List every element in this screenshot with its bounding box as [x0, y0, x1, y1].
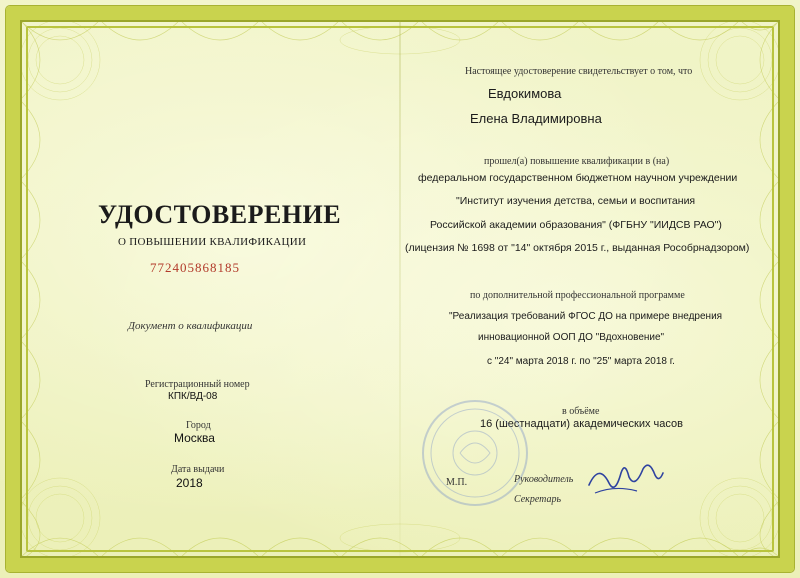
program-line-2: инновационной ООП ДО "Вдохновение": [478, 332, 665, 343]
secretary-label: Секретарь: [514, 494, 562, 505]
certificate-number: 772405868185: [150, 260, 240, 275]
center-fold: [399, 20, 401, 558]
program-line-1: "Реализация требований ФГОС ДО на примере внедрения: [449, 311, 723, 322]
signature-image: [585, 455, 665, 500]
certificate-subtitle: О ПОВЫШЕНИИ КВАЛИФИКАЦИИ: [118, 236, 307, 248]
registration-label: Регистрационный номер: [145, 379, 250, 390]
city-label: Город: [186, 420, 211, 431]
intro-text: Настоящее удостоверение свидетельствует о том, что: [465, 66, 693, 77]
date-label: Дата выдачи: [171, 464, 225, 475]
surname: Евдокимова: [488, 86, 562, 101]
seal-stamp: [420, 398, 530, 508]
city-value: Москва: [174, 431, 215, 445]
organization-line-1: федеральном государственном бюджетном научном учреждении: [418, 172, 738, 184]
certificate-title: УДОСТОВЕРЕНИЕ: [98, 200, 342, 229]
registration-number: КПК/ВД-08: [168, 391, 218, 402]
given-name: Елена Владимировна: [470, 111, 602, 126]
volume-value: 16 (шестнадцати) академических часов: [480, 418, 683, 430]
seal-place-label: М.П.: [446, 477, 468, 488]
date-value: 2018: [176, 476, 203, 490]
document-type: Документ о квалификации: [128, 320, 253, 332]
program-label: по дополнительной профессиональной программе: [470, 290, 685, 301]
program-dates: с "24" марта 2018 г. по "25" марта 2018 г.: [487, 356, 675, 367]
license-text: (лицензия № 1698 от "14" октября 2015 г., выданная Рособрнадзором): [405, 242, 750, 254]
organization-line-2: "Институт изучения детства, семьи и воспитания: [456, 195, 696, 207]
organization-line-3: Российской академии образования" (ФГБНУ "ИИДСВ РАО"): [430, 219, 722, 231]
head-label: Руководитель: [514, 474, 574, 485]
passed-label: прошел(а) повышение квалификации в (на): [484, 156, 670, 167]
volume-label: в объёме: [562, 406, 600, 417]
